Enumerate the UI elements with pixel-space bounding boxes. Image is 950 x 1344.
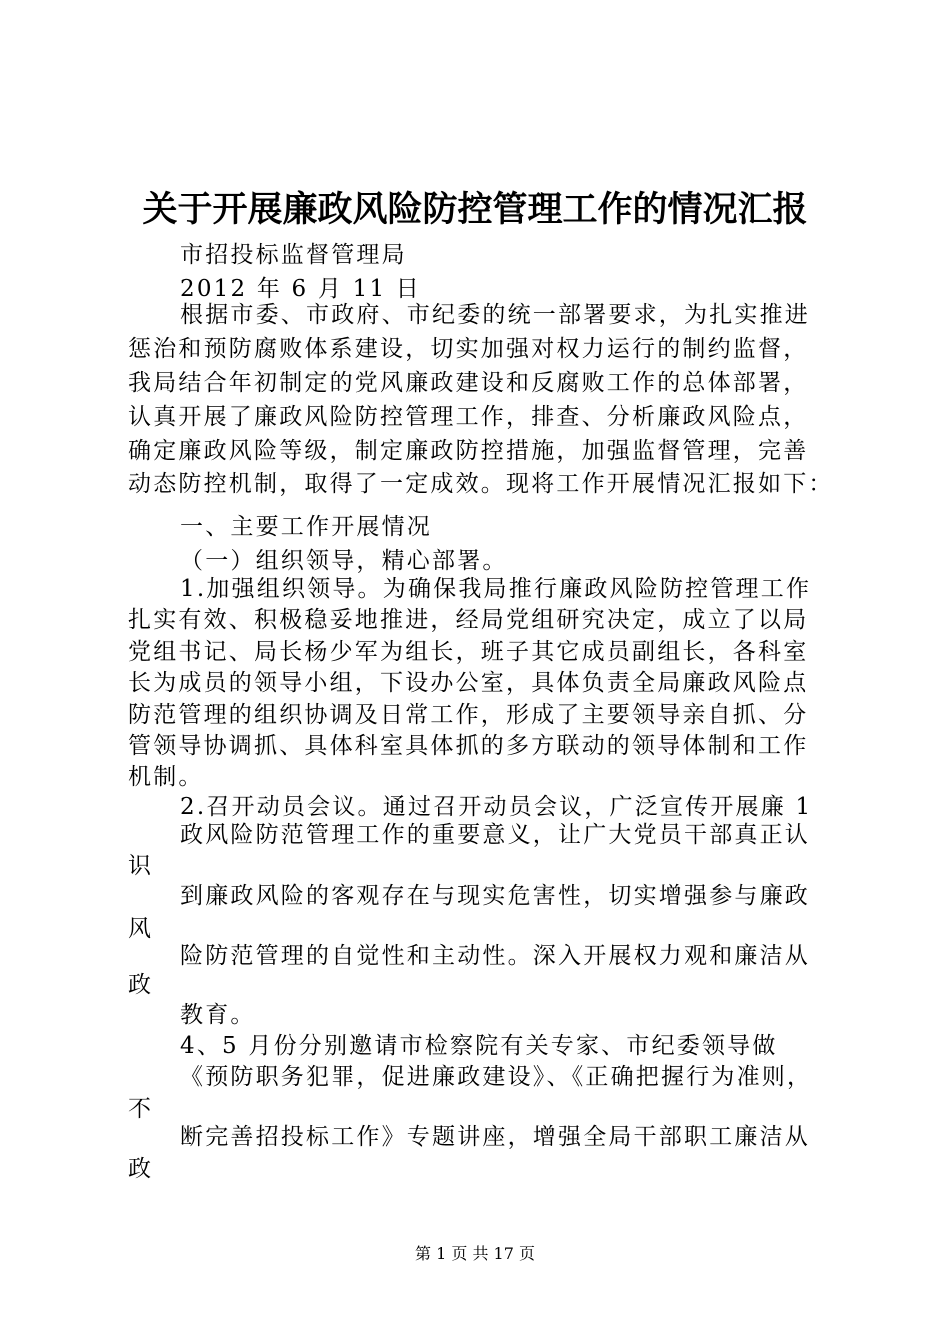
paragraph-line: 惩治和预防腐败体系建设，切实加强对权力运行的制约监督， <box>128 336 809 362</box>
paragraph-line: 扎实有效、积极稳妥地推进，经局党组研究决定，成立了以局 <box>128 607 809 633</box>
paragraph-line: 断完善招投标工作》专题讲座，增强全局干部职工廉洁从 <box>180 1124 810 1150</box>
paragraph-line: 管领导协调抓、具体科室具体抓的多方联动的领导体制和工作 <box>128 733 809 759</box>
paragraph-line: 识 <box>128 853 154 879</box>
paragraph-line: 政风险防范管理工作的重要意义，让广大党员干部真正认 <box>180 822 810 848</box>
paragraph-line: 长为成员的领导小组，下设办公室，具体负责全局廉政风险点 <box>128 670 809 696</box>
paragraph-line: 1.加强组织领导。为确保我局推行廉政风险防控管理工作 <box>180 576 812 602</box>
date-line: 2012 年 6 月 11 日 <box>180 276 421 302</box>
paragraph-line: 政 <box>128 1156 154 1182</box>
paragraph-line: 4、5 月份分别邀请市检察院有关专家、市纪委领导做 <box>180 1033 778 1059</box>
paragraph-line: 2.召开动员会议。通过召开动员会议，广泛宣传开展廉 1 <box>180 794 813 820</box>
paragraph-line: 政 <box>128 972 154 998</box>
paragraph-line: 根据市委、市政府、市纪委的统一部署要求，为扎实推进 <box>180 302 810 328</box>
paragraph-line: 认真开展了廉政风险防控管理工作，排查、分析廉政风险点， <box>128 404 809 430</box>
paragraph-line: 党组书记、局长杨少军为组长，班子其它成员副组长，各科室 <box>128 639 809 665</box>
subsection-heading: （一）组织领导，精心部署。 <box>180 548 508 574</box>
paragraph-line: 防范管理的组织协调及日常工作，形成了主要领导亲自抓、分 <box>128 702 809 728</box>
page-number-footer: 第 1 页 共 17 页 <box>415 1244 535 1263</box>
issuer-line: 市招投标监督管理局 <box>180 242 407 268</box>
paragraph-line: 教育。 <box>180 1002 256 1028</box>
paragraph-line: 动态防控机制，取得了一定成效。现将工作开展情况汇报如下： <box>128 471 834 497</box>
paragraph-line: 我局结合年初制定的党风廉政建设和反腐败工作的总体部署， <box>128 370 809 396</box>
section-heading: 一、主要工作开展情况 <box>180 514 432 540</box>
document-title: 关于开展廉政风险防控管理工作的情况汇报 <box>142 189 808 230</box>
paragraph-line: 险防范管理的自觉性和主动性。深入开展权力观和廉洁从 <box>180 943 810 969</box>
paragraph-line: 《预防职务犯罪，促进廉政建设》、《正确把握行为准则， <box>180 1064 813 1090</box>
paragraph-line: 确定廉政风险等级，制定廉政防控措施，加强监督管理，完善 <box>128 438 809 464</box>
paragraph-line: 到廉政风险的客观存在与现实危害性，切实增强参与廉政 <box>180 883 810 909</box>
paragraph-line: 不 <box>128 1096 154 1122</box>
paragraph-line: 机制。 <box>128 764 204 790</box>
paragraph-line: 风 <box>128 916 154 942</box>
